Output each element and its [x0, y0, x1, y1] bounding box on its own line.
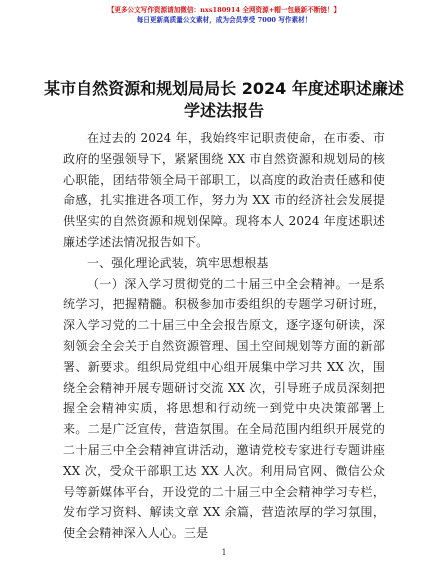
- promo-banner-line-2: 每日更新高质量公文素材，成为会员享受 7000 写作素材！: [136, 16, 312, 24]
- promo-banner-line-1: 【更多公文写作资源请加微信：nxs180914 全网资源+帽一包最新不断链！】: [107, 6, 341, 14]
- document-title: 某市自然资源和规划局局长 2024 年度述职述廉述学述法报告: [44, 79, 404, 120]
- body-paragraph: （一）深入学习贯彻党的二十届三中全会精神。一是系统学习，把握精髓。积极参加市委组织的专题学习研讨班，深入学习党的二十届三中全会报告原文，逐字逐句研读，深刻领会全会关于自然资源管理、国土空间规划等方面的新部署、新要求。组织局党组中心组开展集中学习共 XX 次，围绕全会精神开展专题研讨交流 XX 次，引导班子成员深刻把握全会精神实质，将思想和行动统一到党中央决策部署上来。二是广泛宣传，营造氛围。在全局范围内组织开展党的二十届三中全会精神宣讲活动，邀请党校专家进行专题讲座 XX 次，受众干部职工达 XX 人次。利用局官网、微信公众号等新媒体平台，开设党的二十届三中全会精神学习专栏，发布学习资料、解读文章 XX 余篇，营造浓厚的学习氛围，使全会精神深入人心。三是: [63, 276, 385, 541]
- section-heading: 一、强化理论武装，筑牢思想根基: [87, 255, 269, 270]
- document-body: [63, 128, 385, 544]
- intro-paragraph: 在过去的 2024 年，我始终牢记职责使命，在市委、市政府的坚强领导下，紧紧围绕 XX 市自然资源和规划局的核心职能，团结带领全局干部职工，以高度的政治责任感和使命感，扎实推进各项工作，努力为 XX 市的经济社会发展提供坚实的自然资源和规划保障。现将本人 2024 年度述职述廉述学述法情况报告如下。: [63, 131, 385, 249]
- page-number: 1: [221, 548, 227, 557]
- promo-banner: [0, 5, 448, 25]
